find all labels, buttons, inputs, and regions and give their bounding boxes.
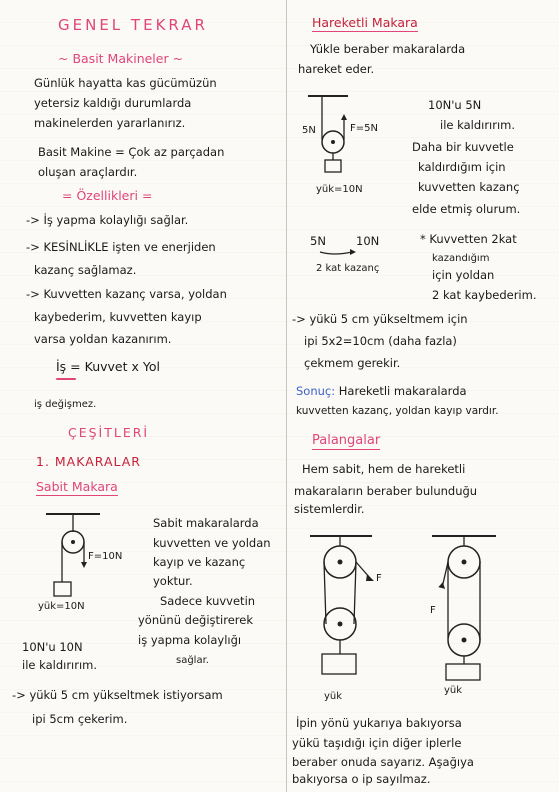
raise-line-3: çekmem gerekir. — [304, 356, 401, 370]
palanga-intro-3: sistemlerdir. — [294, 502, 365, 516]
ratio-note-2: kazandığım — [432, 253, 490, 264]
ratio-label: 2 kat kazanç — [316, 263, 380, 274]
intro-line-2: yetersiz kaldığı durumlarda — [34, 96, 192, 110]
palanga-intro-2: makaraların beraber bulunduğu — [294, 484, 478, 498]
movable-lift-3: Daha bir kuvvetle — [412, 140, 514, 154]
ratio-note-1: * Kuvvetten 2kat — [420, 232, 517, 246]
hareketli-makara-heading — [312, 16, 418, 30]
movable-lift-6: elde etmiş olurum. — [412, 202, 521, 216]
sabit-desc-7: iş yapma kolaylığı — [138, 633, 242, 647]
movable-load: yük=10N — [316, 184, 363, 195]
bullet-2: -> KESİNLİKLE işten ve enerjiden — [26, 240, 216, 254]
bullet-3: -> Kuvvetten kazanç varsa, yoldan — [26, 287, 227, 301]
bullet-1: -> İş yapma kolaylığı sağlar. — [26, 213, 189, 227]
sabit-desc-5: Sadece kuvvetin — [160, 594, 256, 608]
example-line-2: ipi 5cm çekerim. — [32, 712, 128, 726]
hareketli-intro-1: Yükle beraber makaralarda — [310, 42, 466, 56]
movable-lift-2: ile kaldırırım. — [440, 118, 516, 132]
block-and-tackle-diagrams — [300, 528, 540, 700]
sabit-desc-3: kayıp ve kazanç — [153, 555, 246, 569]
palanga-note-4: bakıyorsa o ip sayılmaz. — [292, 772, 431, 786]
lift-line-2: ile kaldırırım. — [22, 658, 98, 672]
intro-line-1: Günlük hayatta kas gücümüzün — [34, 76, 217, 90]
sabit-desc-6: yönünü değiştirerek — [138, 613, 253, 627]
formula-underline — [56, 378, 76, 380]
movable-lift-1: 10N'u 5N — [428, 98, 482, 112]
movable-right-force: F=5N — [350, 123, 378, 134]
example-line-1: -> yükü 5 cm yükseltmek istiyorsam — [12, 688, 223, 702]
hareketli-makara-label: Hareketli Makara — [312, 15, 418, 30]
palanga-intro-1: Hem sabit, hem de hareketli — [302, 462, 466, 476]
sonuc-line-1 — [296, 384, 467, 398]
definition-line-1: Basit Makine = Çok az parçadan — [38, 145, 225, 159]
fixed-pulley-load: yük=10N — [38, 601, 85, 612]
movable-left-force: 5N — [302, 125, 316, 136]
sonuc-text-1: Hareketli makaralarda — [338, 384, 467, 398]
ozellikler-heading: = Özellikleri = — [62, 188, 153, 203]
palanga-note-1: İpin yönü yukarıya bakıyorsa — [296, 716, 462, 730]
sabit-makara-label: Sabit Makara — [36, 479, 118, 494]
is-degismez-note: iş değişmez. — [34, 399, 97, 410]
bullet-2-cont: kazanç sağlamaz. — [34, 263, 137, 277]
bullet-3-cont-1: kaybederim, kuvvetten kayıp — [34, 310, 202, 324]
sabit-desc-8: sağlar. — [176, 655, 209, 666]
lift-line-1: 10N'u 10N — [22, 640, 83, 654]
column-divider — [286, 0, 287, 792]
fixed-pulley-force: F=10N — [88, 551, 123, 562]
sabit-desc-1: Sabit makaralarda — [153, 516, 259, 530]
movable-pulley-diagram — [300, 92, 390, 192]
sabit-makara-heading — [36, 480, 118, 494]
movable-lift-5: kuvvetten kazanç — [418, 180, 520, 194]
hareketli-intro-2: hareket eder. — [298, 62, 375, 76]
ratio-arrow-icon — [318, 246, 358, 258]
makaralar-heading: 1. MAKARALAR — [36, 454, 141, 469]
palanga-note-2: yükü taşıdığı için diğer iplerle — [292, 736, 462, 750]
intro-line-3: makinelerden yararlanırız. — [34, 116, 186, 130]
movable-lift-4: kaldırdığım için — [418, 160, 506, 174]
palanga-load-left: yük — [324, 691, 343, 702]
cesitleri-heading: ÇEŞİTLERİ — [68, 425, 150, 440]
ratio-note-3: için yoldan — [432, 268, 495, 282]
page-title: GENEL TEKRAR — [58, 16, 208, 34]
raise-line-2: ipi 5x2=10cm (daha fazla) — [304, 334, 457, 348]
palanga-force-right: F — [430, 605, 436, 616]
raise-line-1: -> yükü 5 cm yükseltmem için — [292, 312, 468, 326]
sabit-desc-2: kuvvetten ve yoldan — [153, 536, 271, 550]
basit-makineler-heading: ~ Basit Makineler ~ — [58, 51, 184, 66]
work-formula: İş = Kuvvet x Yol — [56, 359, 160, 374]
palanga-load-right: yük — [444, 685, 463, 696]
ratio-force: 5N — [310, 234, 326, 248]
sabit-desc-4: yoktur. — [153, 574, 193, 588]
palanga-note-3: beraber onuda sayarız. Aşağıya — [292, 755, 474, 769]
sonuc-label: Sonuç: — [296, 384, 336, 398]
ratio-load: 10N — [356, 234, 380, 248]
palangalar-heading — [312, 434, 380, 448]
palangalar-label: Palangalar — [312, 433, 381, 448]
ratio-note-4: 2 kat kaybederim. — [432, 288, 537, 302]
definition-line-2: oluşan araçlardır. — [38, 165, 138, 179]
sonuc-line-2: kuvvetten kazanç, yoldan kayıp vardır. — [296, 405, 499, 417]
bullet-3-cont-2: varsa yoldan kazanırım. — [34, 332, 172, 346]
palanga-force-left: F — [376, 573, 382, 584]
